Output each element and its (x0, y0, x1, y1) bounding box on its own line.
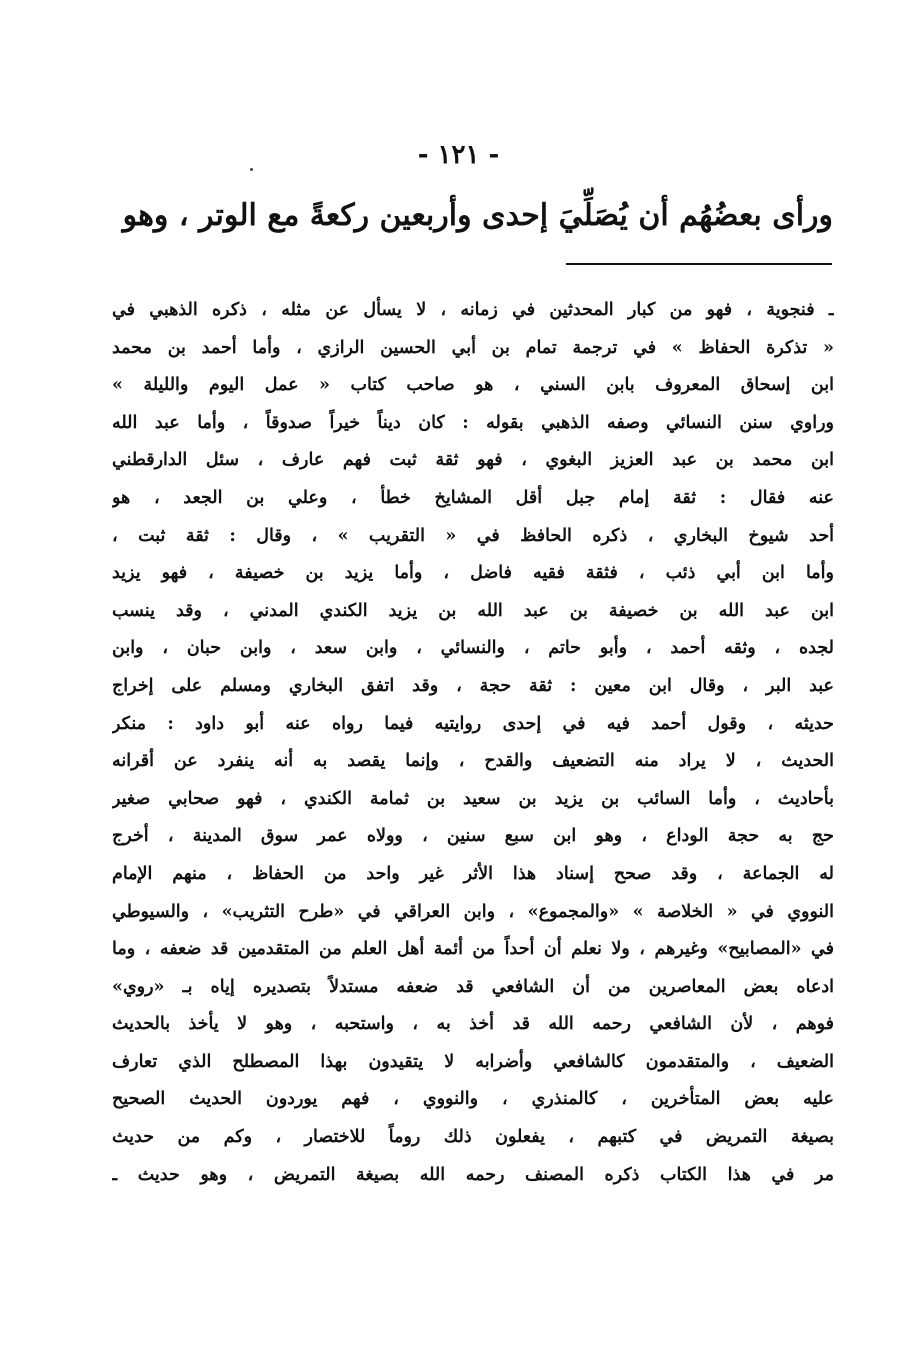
footnote-line: بصيغة التمريض في كتبهم ، يفعلون ذلك روماً للاختصار ، وكم من حديث (112, 1127, 834, 1148)
footnote-line: فوهم ، لأن الشافعي رحمه الله قد أخذ به ، واستحبه ، وهو لا يأخذ بالحديث (112, 1014, 834, 1035)
footnote-line: ـ فنجوية ، فهو من كبار المحدثين في زمانه ، لا يسأل عن مثله ، ذكره الذهبي في (112, 300, 834, 320)
footnote-line: النووي في « الخلاصة » «والمجموع» ، وابن العراقي في «طرح التثريب» ، والسيوطي (112, 901, 834, 922)
footnote-line: حديثه ، وقول أحمد فيه في إحدى روايتيه فيما رواه عنه أبو داود : منكر (112, 713, 834, 734)
footnote-separator (566, 263, 832, 265)
footnote-line: الضعيف ، والمتقدمون كالشافعي وأضرابه لا يتقيدون بهذا المصطلح الذي تعارف (112, 1051, 834, 1072)
footnote-line: « تذكرة الحفاظ » في ترجمة تمام بن أبي الحسين الرازي ، وأما أحمد بن محمد (112, 337, 834, 358)
footnote-line: ابن عبد الله بن خصيفة بن عبد الله بن يزيد الكندي المدني ، وقد ينسب (112, 600, 834, 621)
footnote-line: لجده ، وثقه أحمد ، وأبو حاتم ، والنسائي ، وابن سعد ، وابن حبان ، وابن (112, 638, 834, 659)
main-text-line: ورأى بعضُهُم أن يُصَلِّيَ إحدى وأربعين ركعةً مع الوتر ، وهو (122, 198, 833, 233)
footnote-line: أحد شيوخ البخاري ، ذكره الحافظ في « التقريب » ، وقال : ثقة ثبت ، (112, 525, 834, 546)
footnote-line: ابن محمد بن عبد العزيز البغوي ، فهو ثقة ثبت فهم عارف ، سئل الدارقطني (112, 450, 834, 471)
page-number: - ١٢١ - (417, 140, 500, 170)
footnote-line: في «المصابيح» وغيرهم ، ولا نعلم أن أحداً من أئمة أهل العلم من المتقدمين قد ضعفه ، وما (112, 939, 834, 960)
footnote-line: وأما ابن أبي ذئب ، فثقة فقيه فاضل ، وأما يزيد بن خصيفة ، فهو يزيد (112, 563, 834, 584)
footnote-line: عبد البر ، وقال ابن معين : ثقة حجة ، وقد اتفق البخاري ومسلم على إخراج (112, 675, 834, 696)
footnote-line: الحديث ، لا يراد منه التضعيف والقدح ، وإنما يقصد به أنه ينفرد عن أقرانه (112, 751, 834, 772)
footnote-line: عليه بعض المتأخرين ، كالمنذري ، والنووي ، فهم يوردون الحديث الصحيح (112, 1089, 834, 1110)
footnote-line: ابن إسحاق المعروف بابن السني ، هو صاحب كتاب « عمل اليوم والليلة » (112, 375, 834, 396)
footnote-line: بأحاديث ، وأما السائب بن يزيد بن سعيد بن ثمامة الكندي ، فهو صحابي صغير (112, 788, 834, 809)
footnote-line: مر في هذا الكتاب ذكره المصنف رحمه الله بصيغة التمريض ، وهو حديث ـ (112, 1164, 834, 1185)
footnote-line: وراوي سنن النسائي وصفه الذهبي بقوله : كان ديناً خيراً صدوقاً ، وأما عبد الله (112, 412, 834, 433)
footnote-line: له الجماعة ، وقد صحح إسناد هذا الأثر غير واحد من الحفاظ ، منهم الإمام (112, 863, 834, 884)
footnote-line: عنه فقال : ثقة إمام جبل أقل المشايخ خطأ ، وعلي بن الجعد ، هو (112, 487, 834, 508)
footnote-line: ادعاه بعض المعاصرين من أن الشافعي قد ضعفه مستدلاً بتصديره إياه بـ «روي» (112, 976, 834, 997)
footnote-line: حج به حجة الوداع ، وهو ابن سبع سنين ، وولاه عمر سوق المدينة ، أخرج (112, 826, 834, 847)
footnote-block (112, 292, 834, 1194)
